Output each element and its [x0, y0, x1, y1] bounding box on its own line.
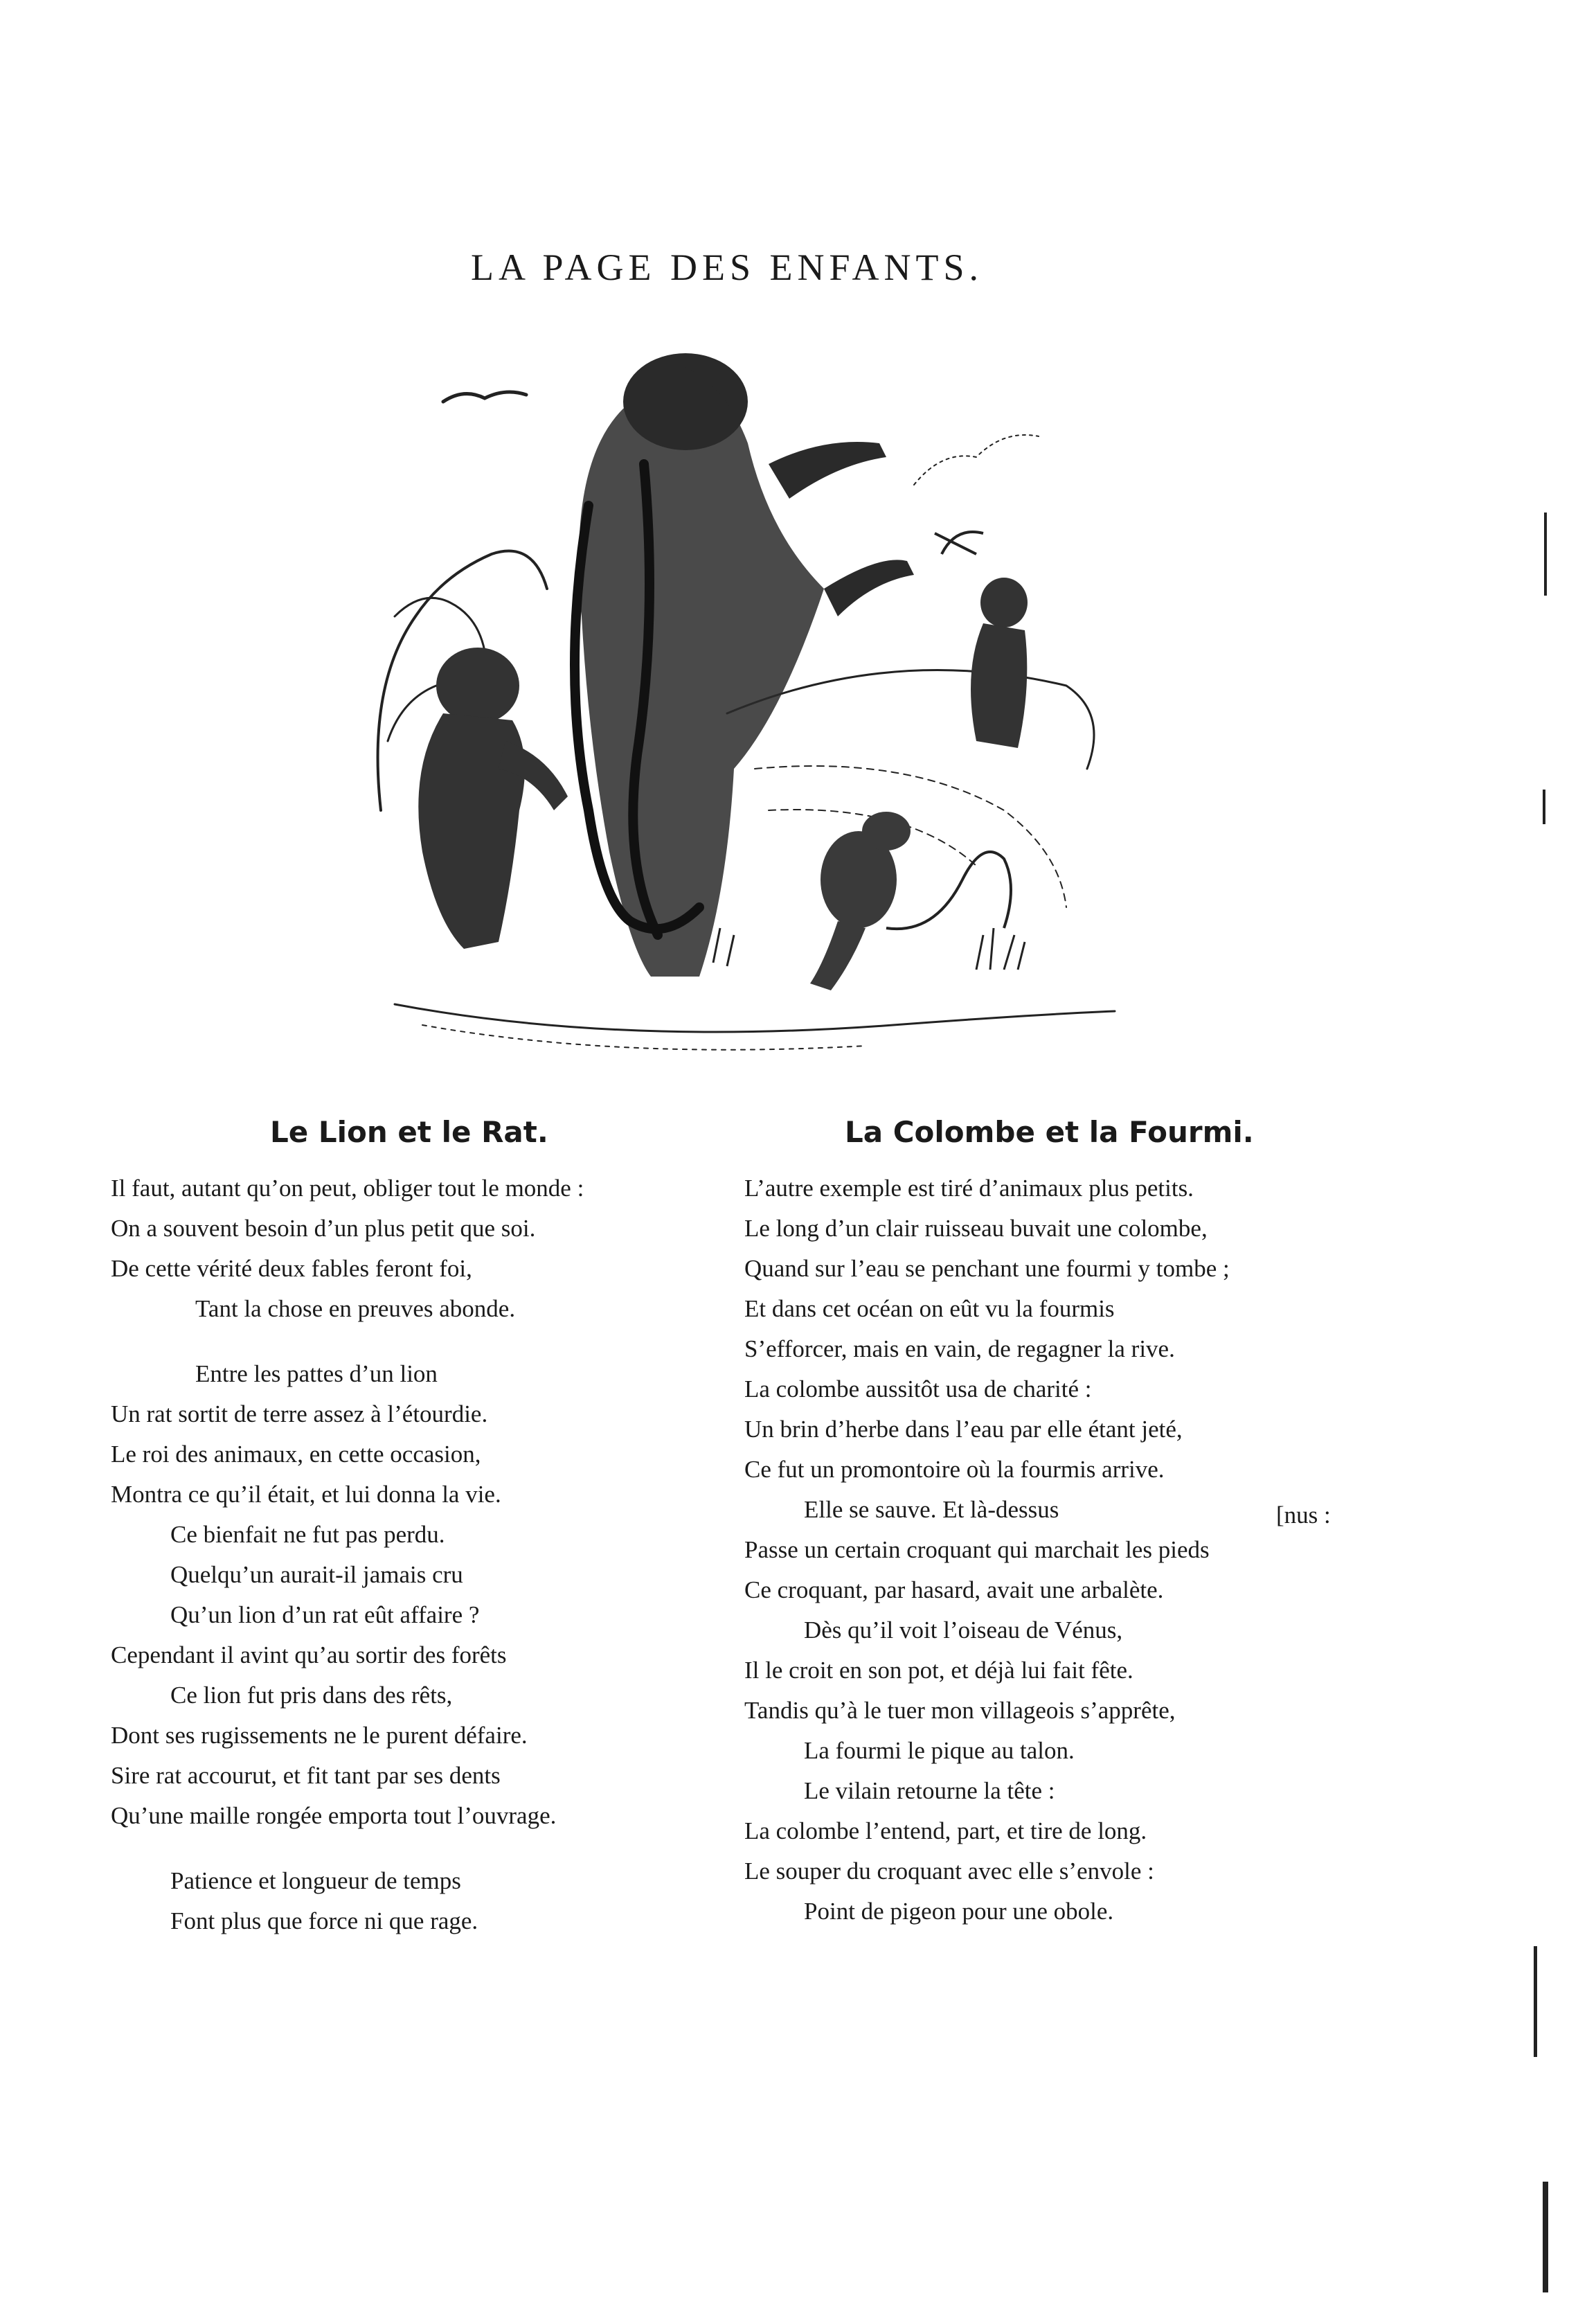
verse-line: Et dans cet océan on eût vu la fourmis [744, 1295, 1115, 1322]
verse-line: Un brin d’herbe dans l’eau par elle étant jeté, [744, 1416, 1183, 1443]
verse-line: Qu’une maille rongée emporta tout l’ouvrage. [111, 1802, 557, 1829]
verse-line: Point de pigeon pour une obole. [804, 1898, 1114, 1925]
verse-line: La colombe aussitôt usa de charité : [744, 1375, 1092, 1402]
fable-title: La Colombe et la Fourmi. [845, 1115, 1254, 1149]
verse-line: Passe un certain croquant qui marchait les pieds [744, 1536, 1210, 1563]
fable-lion-rat [111, 1112, 734, 1941]
verse-line: Ce fut un promontoire où la fourmis arrive. [744, 1456, 1165, 1483]
verse-line: Le long d’un clair ruisseau buvait une colombe, [744, 1215, 1208, 1242]
verse-line: La colombe l’entend, part, et tire de long. [744, 1817, 1147, 1844]
verse-line: On a souvent besoin d’un plus petit que soi. [111, 1215, 536, 1242]
page-edge-mark [1544, 513, 1547, 596]
verse-line: Un rat sortit de terre assez à l’étourdie. [111, 1400, 488, 1427]
verse-line: Sire rat accourut, et fit tant par ses dents [111, 1762, 501, 1789]
verse-line: Font plus que force ni que rage. [170, 1907, 478, 1934]
verse-line: Dès qu’il voit l’oiseau de Vénus, [804, 1616, 1123, 1644]
verse-line: Tandis qu’à le tuer mon villageois s’apprête, [744, 1697, 1176, 1724]
verse-line: La fourmi le pique au talon. [804, 1737, 1075, 1764]
verse-line: Montra ce qu’il était, et lui donna la vie. [111, 1481, 501, 1508]
page-edge-mark [1534, 1946, 1537, 2057]
verse-line: Tant la chose en preuves abonde. [195, 1295, 516, 1322]
verse-line: L’autre exemple est tiré d’animaux plus petits. [744, 1175, 1194, 1202]
verse-line: Patience et longueur de temps [170, 1867, 461, 1894]
verse-line: Entre les pattes d’un lion [195, 1360, 438, 1387]
verse-line: Quand sur l’eau se penchant une fourmi y tombe ; [744, 1255, 1230, 1282]
verse-line: De cette vérité deux fables feront foi, [111, 1255, 472, 1282]
verse-line: Cependant il avint qu’au sortir des forêts [111, 1641, 507, 1668]
page-edge-mark [1543, 2182, 1548, 2292]
verse-line: Il faut, autant qu’on peut, obliger tout le monde : [111, 1175, 584, 1202]
verse-line: Il le croit en son pot, et déjà lui fait fête. [744, 1657, 1133, 1684]
verse-line: Le souper du croquant avec elle s’envole : [744, 1858, 1154, 1885]
fable-dove-ant [744, 1112, 1354, 1932]
page-title: LA PAGE DES ENFANTS. [470, 247, 984, 288]
fable-title: Le Lion et le Rat. [270, 1115, 548, 1149]
verse-line: Ce bienfait ne fut pas perdu. [170, 1521, 445, 1548]
lion-and-rat-engraving [339, 326, 1156, 1067]
verse-line: Le roi des animaux, en cette occasion, [111, 1441, 481, 1468]
verse-line: Qu’un lion d’un rat eût affaire ? [170, 1601, 480, 1628]
verse-line: Elle se sauve. Et là-dessus [804, 1496, 1059, 1523]
verse-line: Quelqu’un aurait-il jamais cru [170, 1561, 463, 1588]
verse-line: Dont ses rugissements ne le purent défaire. [111, 1722, 528, 1749]
verse-line: Ce lion fut pris dans des rêts, [170, 1682, 453, 1709]
verse-line: S’efforcer, mais en vain, de regagner la rive. [744, 1335, 1175, 1362]
page-edge-mark [1543, 790, 1545, 824]
margin-note: [nus : [1276, 1502, 1331, 1529]
verse-line: Ce croquant, par hasard, avait une arbalète. [744, 1576, 1164, 1603]
verse-line: Le vilain retourne la tête : [804, 1777, 1055, 1804]
